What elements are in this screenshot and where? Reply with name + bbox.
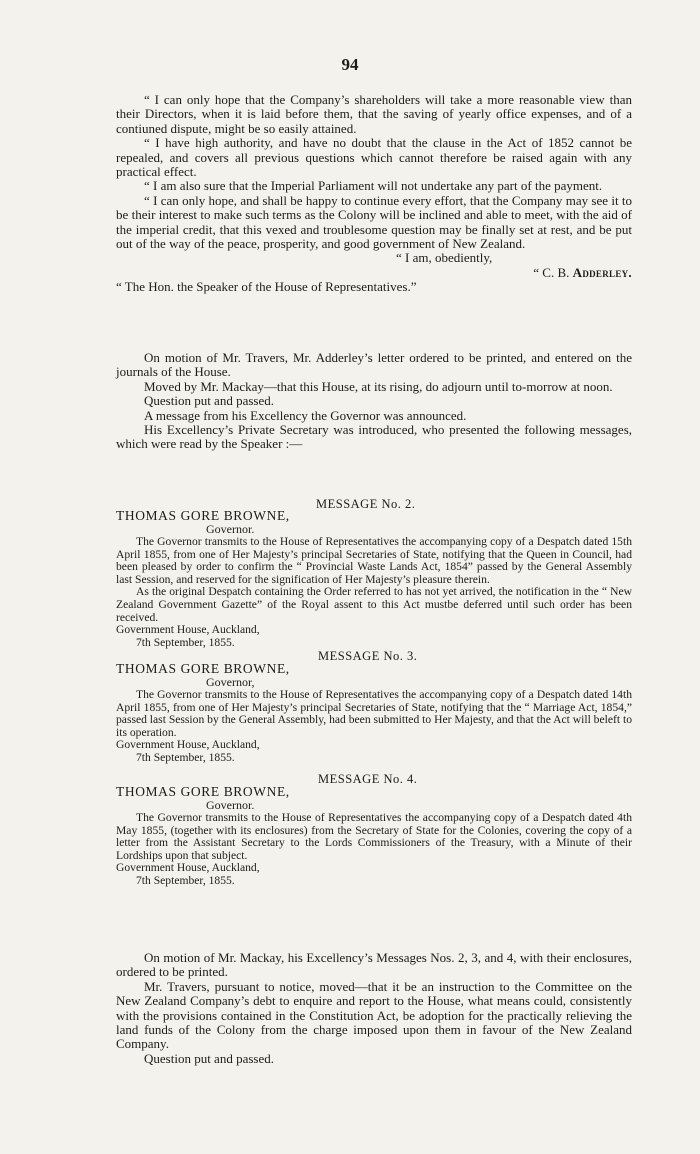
letter-closing: “ I am, obediently, <box>396 250 493 266</box>
page-number: 94 <box>341 55 359 74</box>
proceedings-paragraph-5: His Excellency’s Private Secretary was introduced, who presented the following messages, which were read by the Speaker :— <box>116 422 632 452</box>
message-3-body-1: The Governor transmits to the House of Representatives the accompanying copy of a Despatch dated 14th April 1855, from one of Her Majesty’s principal Secretaries of State, notifying that the “ Marriage Act, 1854,” passed last Session by the General Assembly, had been submitted to Her Majesty, and that the Act will beleft to its operation. <box>116 688 632 739</box>
message-2-date: 7th September, 1855. <box>136 635 235 649</box>
letter-paragraph-2: “ I have high authority, and have no doubt that the clause in the Act of 1852 cannot be repealed, and covers all previous questions which cannot therefore be raised again with any practical effect. <box>116 135 632 180</box>
message-2-governor: THOMAS GORE BROWNE, <box>116 508 290 523</box>
closing-paragraph-1: On motion of Mr. Mackay, his Excellency’s Messages Nos. 2, 3, and 4, with their enclosures, ordered to be printed. <box>116 950 632 980</box>
message-4-place: Government House, Auckland, <box>116 861 260 875</box>
message-3-governor-title: Governor, <box>206 675 255 689</box>
message-3-date: 7th September, 1855. <box>136 750 235 764</box>
message-2-place: Government House, Auckland, <box>116 623 260 637</box>
message-4-title: MESSAGE No. 4. <box>318 772 418 786</box>
message-3-title: MESSAGE No. 3. <box>318 649 418 663</box>
letter-paragraph-3: “ I am also sure that the Imperial Parliament will not undertake any part of the payment. <box>144 178 603 194</box>
closing-proceedings-section <box>116 951 632 1066</box>
message-4 <box>116 784 632 888</box>
message-3 <box>116 661 632 765</box>
closing-paragraph-3: Question put and passed. <box>144 1050 274 1066</box>
letter-signature <box>116 266 632 280</box>
message-4-body-1: The Governor transmits to the House of Representatives the accompanying copy of a Despatch dated 4th May 1855, (together with its enclosures) from the Secretary of State for the Colonies, covering the copy of a letter from the Assistant Secretary to the Lords Commissioners of the Treasury, with a Minute of their Lordships upon that subject. <box>116 811 632 862</box>
signature-name: Adderley. <box>572 264 632 280</box>
message-2-title: MESSAGE No. 2. <box>316 497 416 511</box>
message-4-date: 7th September, 1855. <box>136 873 235 887</box>
message-3-governor: THOMAS GORE BROWNE, <box>116 661 290 676</box>
message-2-body-2: As the original Despatch containing the Order referred to has not yet arrived, the notification in the “ New Zealand Government Gazette” of the Royal assent to this Act mustbe deferred until such order has been received. <box>116 585 632 624</box>
message-3-place: Government House, Auckland, <box>116 738 260 752</box>
proceedings-paragraph-2: Moved by Mr. Mackay—that this House, at its rising, do adjourn until to-morrow at noon. <box>144 378 613 394</box>
message-4-governor-title: Governor. <box>206 798 255 812</box>
message-2-body-1: The Governor transmits to the House of Representatives the accompanying copy of a Despatch dated 15th April 1855, from one of Her Majesty’s principal Secretaries of State, notifying that the Queen in Council, had been pleased by order to confirm the “ Provincial Waste Lands Act, 1854” passed by the General Assembly last Session, and reserved for the signification of Her Majesty’s pleasure therein. <box>116 535 632 586</box>
letter-addressee: “ The Hon. the Speaker of the House of Representatives.” <box>116 279 417 295</box>
message-2 <box>116 508 632 649</box>
proceedings-paragraph-4: A message from his Excellency the Governor was announced. <box>144 407 467 423</box>
letter-section <box>116 93 632 295</box>
signature-prefix: “ C. B. <box>533 264 573 280</box>
letter-paragraph-1: “ I can only hope that the Company’s shareholders will take a more reasonable view than their Directors, when it is laid before them, that the saving of yearly office expenses, and of a contiuned dispute, might be so easily attained. <box>116 92 632 136</box>
message-2-governor-title: Governor. <box>206 522 255 536</box>
closing-paragraph-2: Mr. Travers, pursuant to notice, moved—that it be an instruction to the Committee on the New Zealand Company’s debt to enquire and report to the House, what means could, consistently with the provisions contained in the Constitution Act, be adoption for the practically relieving the land funds of the Colony from the charge imposed upon them in favour of the New Zealand Company. <box>116 978 632 1052</box>
proceedings-section <box>116 351 632 452</box>
proceedings-paragraph-3: Question put and passed. <box>144 393 274 409</box>
proceedings-paragraph-1: On motion of Mr. Travers, Mr. Adderley’s letter ordered to be printed, and entered on the journals of the House. <box>116 350 632 380</box>
letter-paragraph-4: “ I can only hope, and shall be happy to continue every effort, that the Company may see it to be their interest to make such terms as the Colony will be inclined and able to meet, with the aid of the imperial credit, that this vexed and troublesome question may be finally set at rest, and be put out of the way of the peace, prosperity, and good government of New Zealand. <box>116 192 632 252</box>
message-4-governor: THOMAS GORE BROWNE, <box>116 784 290 799</box>
